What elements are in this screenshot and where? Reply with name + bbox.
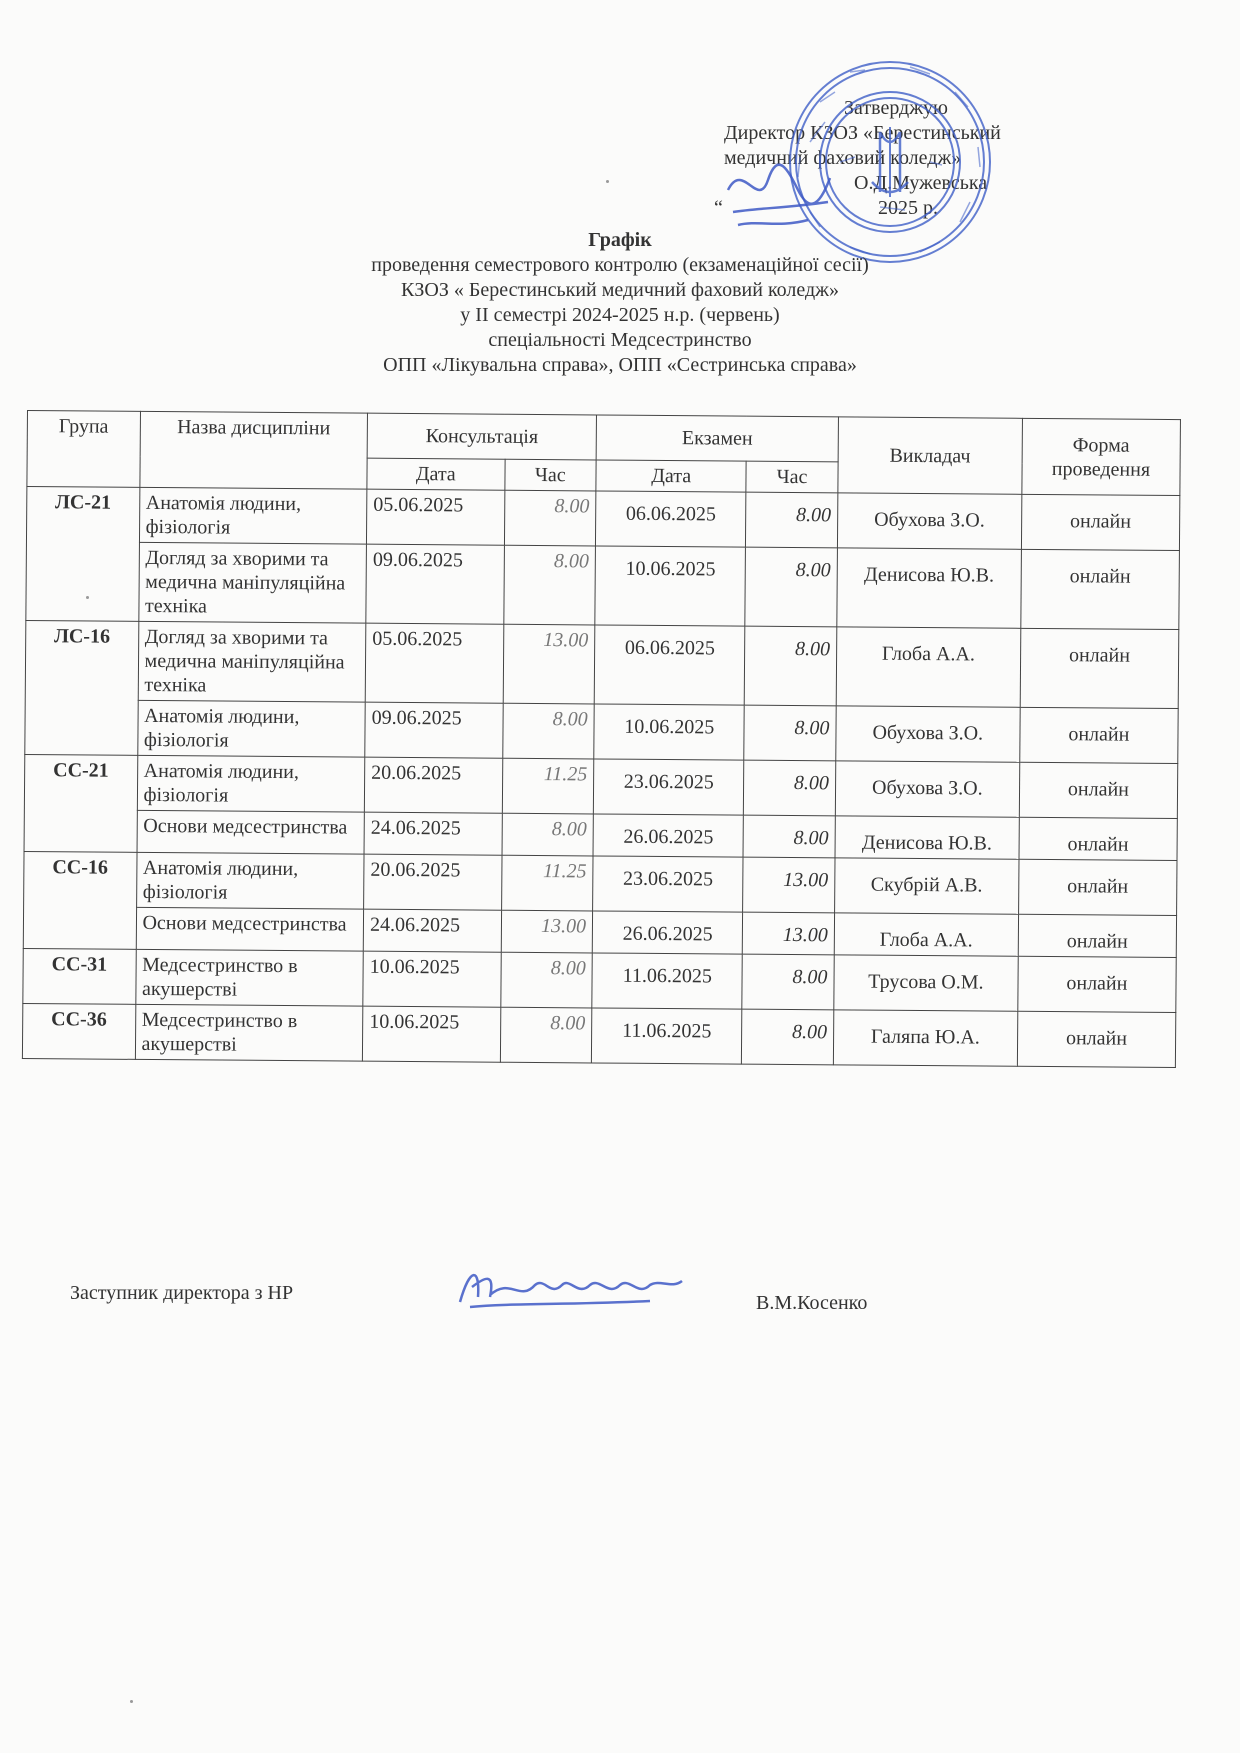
consultation-time-cell: 8.00 <box>500 952 592 1008</box>
consultation-date-cell: 24.06.2025 <box>363 909 501 952</box>
discipline-cell: Анатомія людини, фізіологія <box>137 700 365 757</box>
form-cell: онлайн <box>1019 762 1178 818</box>
form-cell: онлайн <box>1018 859 1177 915</box>
form-cell: онлайн <box>1020 707 1179 763</box>
exam-schedule-table <box>22 410 1181 1068</box>
consultation-time-cell: 8.00 <box>502 813 594 856</box>
schedule-body <box>22 487 1179 1068</box>
group-cell: СС-36 <box>22 1003 135 1059</box>
exam-time-cell: 8.00 <box>745 547 837 627</box>
exam-date-cell: 23.06.2025 <box>593 759 744 815</box>
table-row <box>24 851 1177 915</box>
form-cell: онлайн <box>1018 956 1177 1012</box>
header-exam-date: Дата <box>596 460 746 492</box>
exam-time-cell: 13.00 <box>743 912 835 955</box>
exam-date-cell: 06.06.2025 <box>596 491 747 547</box>
form-cell: онлайн <box>1019 817 1178 860</box>
teacher-cell: Обухова З.О. <box>837 493 1021 549</box>
consultation-time-cell: 11.25 <box>501 855 593 911</box>
discipline-cell: Основи медсестринства <box>136 907 364 951</box>
exam-date-cell: 23.06.2025 <box>593 856 744 912</box>
header-line-purpose: проведення семестрового контролю (екзаменаційної сесії) <box>371 254 869 276</box>
teacher-cell: Галяпа Ю.А. <box>833 1010 1017 1066</box>
consultation-date-cell: 09.06.2025 <box>365 702 503 758</box>
approval-date-quote: “ <box>714 197 723 219</box>
discipline-cell: Анатомія людини, фізіологія <box>137 755 365 812</box>
consultation-time-cell: 13.00 <box>501 910 593 953</box>
table-row <box>22 1003 1175 1067</box>
header-discipline: Назва дисципліни <box>139 411 367 489</box>
header-teacher: Викладач <box>838 417 1022 494</box>
header-line-programs: ОПП «Лікувальна справа», ОПП «Сестринська справа» <box>383 354 857 376</box>
consultation-date-cell: 20.06.2025 <box>364 757 502 813</box>
table-row <box>24 754 1177 818</box>
header-line-specialty: спеціальності Медсестринство <box>488 329 752 351</box>
discipline-cell: Основи медсестринства <box>137 810 365 854</box>
header-consultation-date: Дата <box>367 458 505 490</box>
header-group: Група <box>27 411 140 488</box>
exam-time-cell: 8.00 <box>742 954 834 1010</box>
consultation-time-cell: 8.00 <box>502 703 594 759</box>
header-form: Форма проведення <box>1022 418 1181 495</box>
document-header <box>250 228 990 378</box>
consultation-date-cell: 05.06.2025 <box>367 489 505 545</box>
consultation-time-cell: 11.25 <box>502 758 594 814</box>
discipline-cell: Догляд за хворими та медична маніпуляційна техніка <box>138 542 366 623</box>
group-cell: СС-16 <box>23 851 136 949</box>
approval-heading: Затверджую <box>844 97 948 119</box>
exam-date-cell: 06.06.2025 <box>594 625 745 705</box>
exam-time-cell: 8.00 <box>744 705 836 761</box>
table-row <box>26 541 1180 629</box>
signatory-name: В.М.Косенко <box>756 1292 868 1314</box>
table-row <box>26 487 1179 551</box>
exam-time-cell: 8.00 <box>743 815 835 858</box>
scan-speck <box>86 596 89 599</box>
group-cell: ЛС-21 <box>26 487 140 622</box>
deputy-signature-icon <box>450 1257 690 1317</box>
teacher-cell: Обухова З.О. <box>835 761 1019 817</box>
exam-time-cell: 8.00 <box>744 760 836 816</box>
consultation-date-cell: 05.06.2025 <box>365 623 503 703</box>
teacher-cell: Глоба А.А. <box>834 913 1018 956</box>
approval-institution: медичний фаховий коледж» <box>724 147 962 169</box>
form-cell: онлайн <box>1018 914 1177 957</box>
header-consultation: Консультація <box>367 413 596 460</box>
form-cell: онлайн <box>1021 549 1180 629</box>
exam-time-cell: 8.00 <box>745 626 837 706</box>
form-cell: онлайн <box>1020 628 1179 708</box>
consultation-date-cell: 09.06.2025 <box>366 544 504 624</box>
form-cell: онлайн <box>1021 494 1180 550</box>
consultation-date-cell: 24.06.2025 <box>364 812 502 855</box>
teacher-cell: Денисова Ю.В. <box>837 548 1021 628</box>
exam-date-cell: 11.06.2025 <box>592 1008 743 1064</box>
approval-signer-name: О.Д.Мужевська <box>854 172 988 194</box>
consultation-time-cell: 8.00 <box>504 490 596 546</box>
table-row <box>23 948 1176 1012</box>
header-exam-time: Час <box>746 461 838 493</box>
teacher-cell: Денисова Ю.В. <box>835 816 1019 859</box>
signatory-position: Заступник директора з НР <box>70 1282 294 1304</box>
exam-date-cell: 10.06.2025 <box>595 546 746 626</box>
scan-speck <box>130 1700 133 1703</box>
exam-date-cell: 11.06.2025 <box>592 953 743 1009</box>
director-signature-icon <box>718 150 838 240</box>
group-cell: СС-21 <box>24 754 137 852</box>
discipline-cell: Догляд за хворими та медична маніпуляційна техніка <box>138 621 366 702</box>
table-row <box>25 699 1178 763</box>
consultation-time-cell: 8.00 <box>500 1007 592 1063</box>
exam-date-cell: 10.06.2025 <box>594 704 745 760</box>
exam-time-cell: 8.00 <box>742 1009 834 1065</box>
teacher-cell: Обухова З.О. <box>836 706 1020 762</box>
consultation-time-cell: 13.00 <box>503 624 595 704</box>
header-consultation-time: Час <box>504 459 596 491</box>
approval-date-year: 2025 р. <box>878 197 938 219</box>
group-cell: СС-31 <box>23 948 136 1004</box>
consultation-time-cell: 8.00 <box>503 545 595 625</box>
consultation-date-cell: 10.06.2025 <box>363 951 501 1007</box>
discipline-cell: Медсестринство в акушерстві <box>135 949 363 1006</box>
header-exam: Екзамен <box>596 415 838 462</box>
exam-date-cell: 26.06.2025 <box>592 911 743 954</box>
exam-time-cell: 13.00 <box>743 857 835 913</box>
discipline-cell: Анатомія людини, фізіологія <box>136 852 364 909</box>
teacher-cell: Глоба А.А. <box>836 627 1020 707</box>
scan-speck <box>606 180 609 183</box>
form-cell: онлайн <box>1017 1011 1176 1067</box>
approval-director: Директор КЗОЗ «Берестинський <box>724 122 1001 144</box>
header-line-institution: КЗОЗ « Берестинський медичний фаховий коледж» <box>401 279 839 301</box>
exam-date-cell: 26.06.2025 <box>593 814 744 857</box>
discipline-cell: Анатомія людини, фізіологія <box>139 487 367 544</box>
document-title: Графік <box>588 229 652 251</box>
teacher-cell: Трусова О.М. <box>834 955 1018 1011</box>
document-footer <box>70 1282 1170 1342</box>
exam-time-cell: 8.00 <box>746 492 838 548</box>
consultation-date-cell: 10.06.2025 <box>362 1006 500 1062</box>
header-line-semester: у ІІ семестрі 2024-2025 н.р. (червень) <box>460 304 780 326</box>
group-cell: ЛС-16 <box>25 620 139 755</box>
discipline-cell: Медсестринство в акушерстві <box>135 1004 363 1061</box>
table-row <box>25 620 1179 708</box>
consultation-date-cell: 20.06.2025 <box>364 854 502 910</box>
teacher-cell: Скубрій А.В. <box>834 858 1018 914</box>
